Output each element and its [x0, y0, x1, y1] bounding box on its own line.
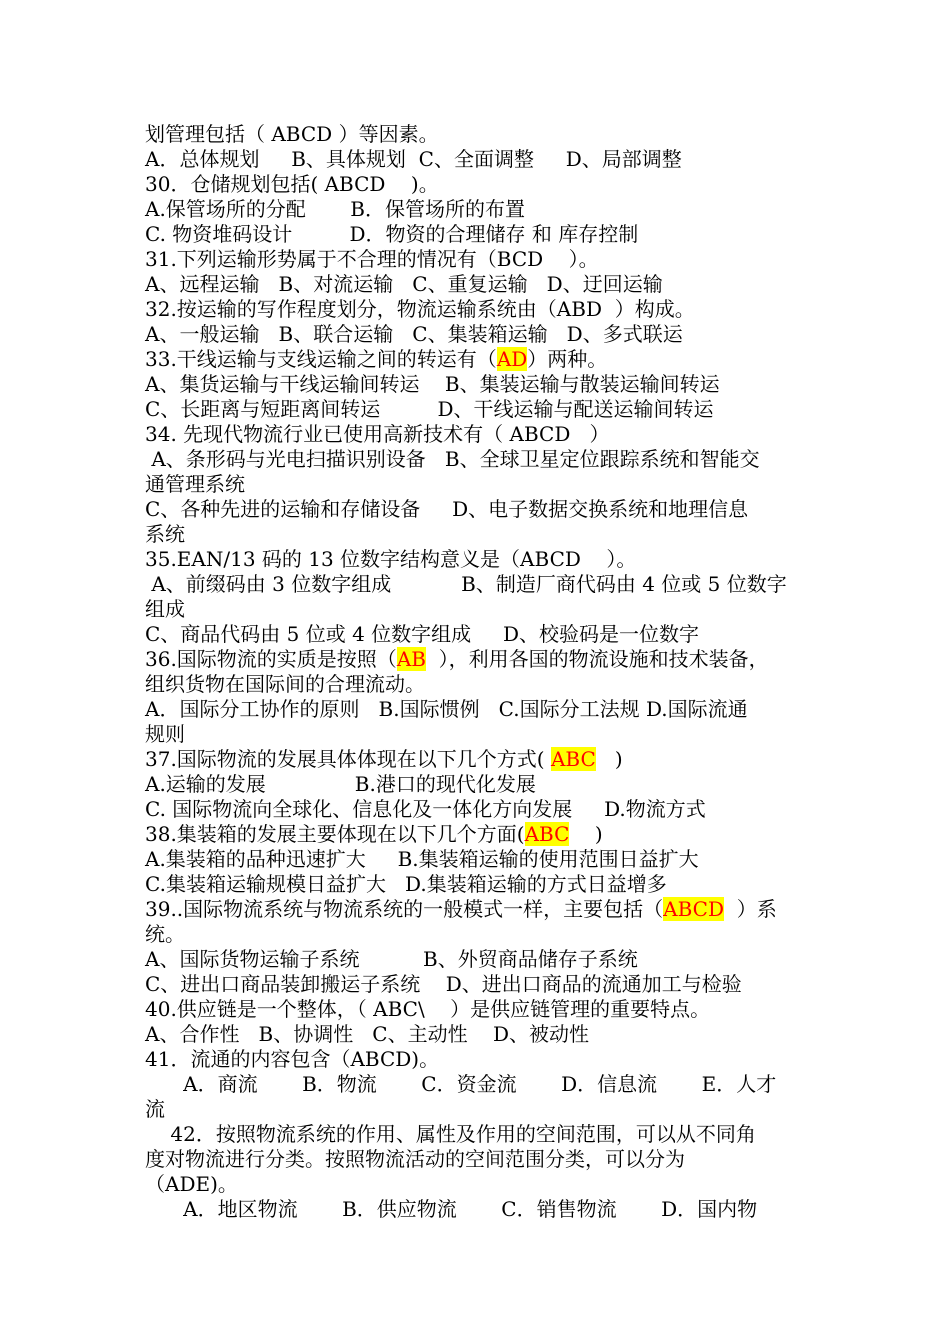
- text-segment: A.保管场所的分配 B．保管场所的布置: [145, 197, 525, 221]
- text-line: [145, 672, 825, 697]
- text-line: [145, 297, 825, 322]
- text-line: [145, 1022, 825, 1047]
- text-segment: C.集装箱运输规模日益扩大 D.集装箱运输的方式日益增多: [145, 872, 667, 896]
- text-segment: A、前缀码由 3 位数字组成 B、制造厂商代码由 4 位或 5 位数字: [145, 572, 787, 596]
- text-segment: A、合作性 B、协调性 C、主动性 D、被动性: [145, 1022, 590, 1046]
- text-line: [145, 872, 825, 897]
- text-segment: 33.干线运输与支线运输之间的转运有（: [145, 347, 497, 371]
- text-line: [145, 397, 825, 422]
- text-segment: 36.国际物流的实质是按照（: [145, 647, 397, 671]
- text-segment: ），利用各国的物流设施和技术装备，: [425, 647, 769, 671]
- text-line: [145, 497, 825, 522]
- text-segment: 34. 先现代物流行业已使用高新技术有（ ABCD ）: [145, 422, 610, 446]
- text-line: [145, 197, 825, 222]
- text-line: [145, 322, 825, 347]
- text-line: [145, 147, 825, 172]
- text-segment: A．地区物流 B．供应物流 C．销售物流 D．国内物: [145, 1197, 758, 1221]
- text-line: [145, 1097, 825, 1122]
- highlighted-answer: AD: [496, 347, 528, 371]
- text-line: [145, 922, 825, 947]
- text-segment: 30．仓储规划包括( ABCD )。: [145, 172, 439, 196]
- text-segment: 42．按照物流系统的作用、属性及作用的空间范围，可以从不同角: [145, 1122, 756, 1146]
- text-segment: （ADE)。: [145, 1172, 238, 1196]
- text-line: [145, 472, 825, 497]
- text-segment: A、国际货物运输子系统 B、外贸商品储存子系统: [145, 947, 638, 971]
- text-segment: A.运输的发展 B.港口的现代化发展: [145, 772, 536, 796]
- text-line: [145, 572, 825, 597]
- text-line: [145, 822, 825, 847]
- text-line: [145, 597, 825, 622]
- text-line: [145, 422, 825, 447]
- text-line: [145, 1072, 825, 1097]
- text-line: [145, 847, 825, 872]
- highlighted-answer: ABC: [550, 747, 596, 771]
- text-segment: A．总体规划 B、具体规划 C、全面调整 D、局部调整: [145, 147, 682, 171]
- text-segment: C、进出口商品装卸搬运子系统 D、进出口商品的流通加工与检验: [145, 972, 742, 996]
- text-line: [145, 1047, 825, 1072]
- text-line: [145, 247, 825, 272]
- text-segment: A．商流 B．物流 C．资金流 D．信息流 E．人才: [145, 1072, 777, 1096]
- highlighted-answer: ABCD: [663, 897, 725, 921]
- text-line: [145, 1197, 825, 1222]
- text-segment: 通管理系统: [145, 472, 245, 496]
- text-segment: 32.按运输的写作程度划分，物流运输系统由（ABD ）构成。: [145, 297, 695, 321]
- text-segment: A、远程运输 B、对流运输 C、重复运输 D、迂回运输: [145, 272, 663, 296]
- highlighted-answer: AB: [396, 647, 426, 671]
- text-segment: 39..国际物流系统与物流系统的一般模式一样，主要包括（: [145, 897, 664, 921]
- text-line: [145, 547, 825, 572]
- text-segment: A、条形码与光电扫描识别设备 B、全球卫星定位跟踪系统和智能交: [145, 447, 760, 471]
- text-line: [145, 1172, 825, 1197]
- text-line: [145, 172, 825, 197]
- text-segment: C. 物资堆码设计 D．物资的合理储存 和 库存控制: [145, 222, 639, 246]
- text-line: [145, 772, 825, 797]
- text-line: [145, 372, 825, 397]
- text-segment: 41．流通的内容包含（ABCD)。: [145, 1047, 440, 1071]
- text-segment: A．国际分工协作的原则 B.国际惯例 C.国际分工法规 D.国际流通: [145, 697, 748, 721]
- text-line: [145, 972, 825, 997]
- text-segment: 35.EAN/13 码的 13 位数字结构意义是（ABCD ）。: [145, 547, 637, 571]
- highlighted-answer: ABC: [524, 822, 570, 846]
- text-line: [145, 797, 825, 822]
- text-line: [145, 447, 825, 472]
- text-segment: A.集装箱的品种迅速扩大 B.集装箱运输的使用范围日益扩大: [145, 847, 699, 871]
- text-segment: 38.集装箱的发展主要体现在以下几个方面(: [145, 822, 525, 846]
- text-segment: 系统: [145, 522, 185, 546]
- text-line: [145, 622, 825, 647]
- text-segment: 40.供应链是一个整体，（ ABC\ ）是供应链管理的重要特点。: [145, 997, 711, 1021]
- text-segment: C. 国际物流向全球化、信息化及一体化方向发展 D.物流方式: [145, 797, 706, 821]
- text-line: [145, 347, 825, 372]
- text-line: [145, 272, 825, 297]
- text-segment: A、集货运输与干线运输间转运 B、集装运输与散装运输间转运: [145, 372, 720, 396]
- text-segment: 31.下列运输形势属于不合理的情况有（BCD ）。: [145, 247, 599, 271]
- text-segment: 统。: [145, 922, 185, 946]
- text-segment: 度对物流进行分类。按照物流活动的空间范围分类，可以分为: [145, 1147, 685, 1171]
- text-line: [145, 697, 825, 722]
- text-segment: ）两种。: [527, 347, 608, 371]
- text-segment: ): [569, 822, 603, 846]
- text-segment: ): [595, 747, 623, 771]
- text-segment: 37.国际物流的发展具体体现在以下几个方式(: [145, 747, 551, 771]
- text-line: [145, 522, 825, 547]
- text-line: [145, 647, 825, 672]
- text-segment: A、一般运输 B、联合运输 C、集装箱运输 D、多式联运: [145, 322, 683, 346]
- text-line: [145, 1122, 825, 1147]
- text-line: [145, 222, 825, 247]
- text-segment: ）系: [724, 897, 777, 921]
- text-segment: 规则: [145, 722, 185, 746]
- text-line: [145, 747, 825, 772]
- text-segment: 组成: [145, 597, 185, 621]
- text-segment: 划管理包括（ ABCD ）等因素。: [145, 122, 439, 146]
- text-segment: 组织货物在国际间的合理流动。: [145, 672, 425, 696]
- text-line: [145, 997, 825, 1022]
- text-segment: C、各种先进的运输和存储设备 D、电子数据交换系统和地理信息: [145, 497, 749, 521]
- text-segment: C、商品代码由 5 位或 4 位数字组成 D、校验码是一位数字: [145, 622, 700, 646]
- text-line: [145, 122, 825, 147]
- text-line: [145, 897, 825, 922]
- text-line: [145, 1147, 825, 1172]
- text-segment: C、长距离与短距离间转运 D、干线运输与配送运输间转运: [145, 397, 714, 421]
- text-line: [145, 722, 825, 747]
- text-line: [145, 947, 825, 972]
- text-segment: 流: [145, 1097, 165, 1121]
